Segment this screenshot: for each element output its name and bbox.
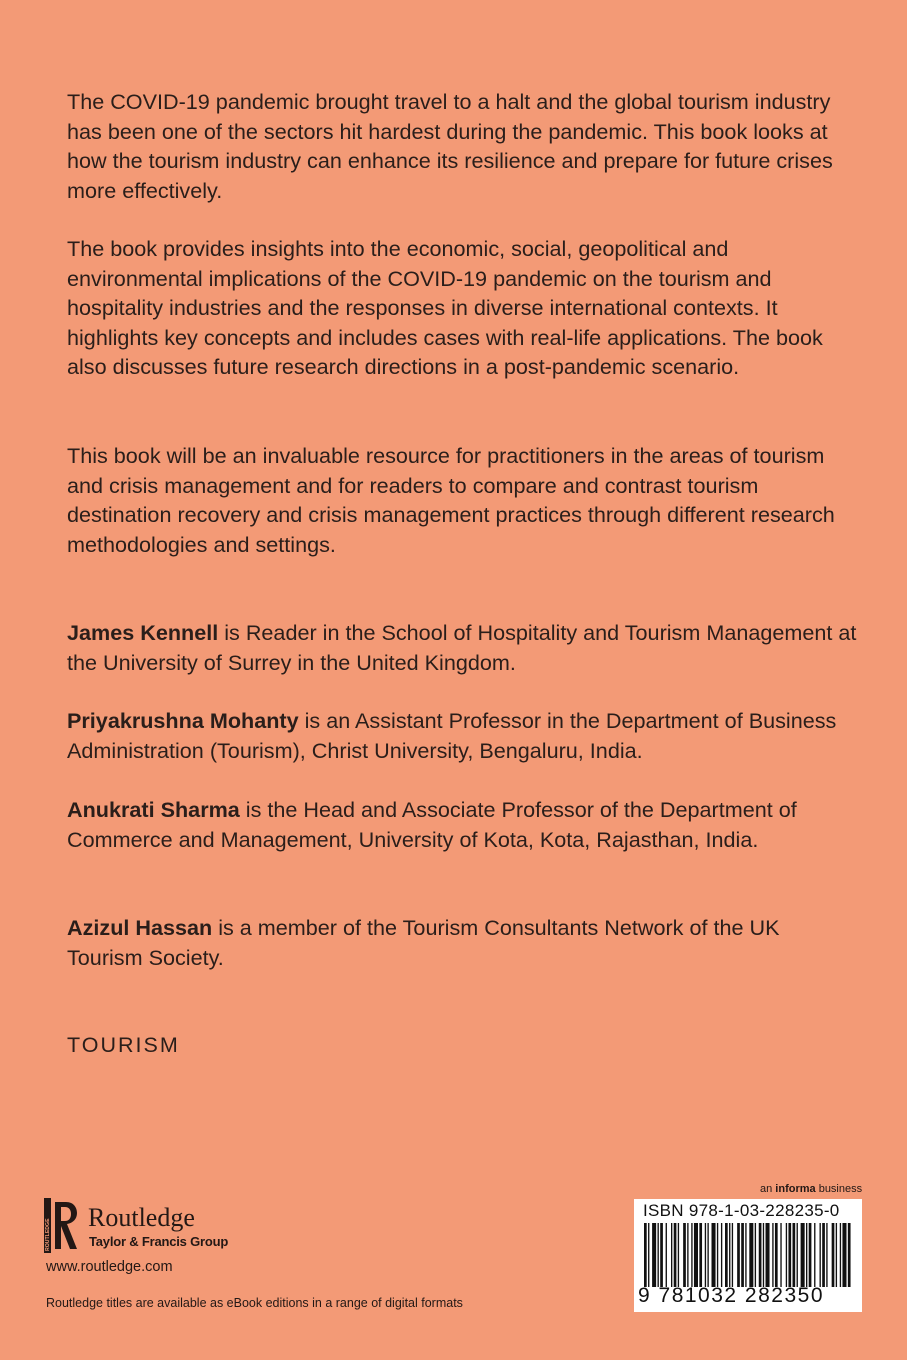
author-name: Anukrati Sharma <box>67 797 240 822</box>
description-paragraph-3: This book will be an invaluable resource for practitioners in the areas of tourism and crisis management and for readers to compare and contrast tourism destination recovery and crisis management practices through different research methodologies and settings. <box>67 443 835 557</box>
barcode-bar <box>732 1223 733 1287</box>
subject-category: TOURISM <box>67 1033 180 1057</box>
barcode-bar <box>793 1223 796 1287</box>
barcode-bar <box>788 1223 791 1287</box>
barcode-bar <box>822 1223 825 1287</box>
barcode-bar <box>678 1223 679 1287</box>
barcode-bar <box>840 1223 841 1287</box>
barcode-bar <box>820 1223 821 1287</box>
author-bio-text: is the Head and Associate Professor of the Department of Commerce and Management, University of Kota, Kota, Rajasthan, India. <box>67 797 797 852</box>
barcode-bar <box>763 1223 764 1287</box>
author-name: Azizul Hassan <box>67 915 213 940</box>
barcode-bar <box>729 1223 730 1287</box>
barcode-bar <box>797 1223 798 1287</box>
barcode-bar <box>717 1223 718 1287</box>
barcode-bar <box>749 1223 753 1287</box>
barcode-bar <box>806 1223 807 1287</box>
barcode-bar <box>755 1223 756 1287</box>
author-bio <box>67 706 857 765</box>
barcode-bar <box>705 1223 706 1287</box>
barcode-bar <box>814 1223 815 1287</box>
author-bio <box>67 618 857 677</box>
barcode-bar <box>772 1223 773 1287</box>
barcode-bar <box>687 1223 688 1287</box>
barcode-bar <box>725 1223 728 1287</box>
barcode-bar <box>644 1223 647 1287</box>
description-paragraph-1: The COVID-19 pandemic brought travel to a halt and the global tourism industry has been one of the sectors hit hardest during the pandemic. This book looks at how the tourism industry can enhance its resilience and prepare for future crises more effectively. <box>67 89 833 203</box>
barcode-bar <box>801 1223 805 1287</box>
barcode-bar <box>707 1223 708 1287</box>
barcode-bar <box>775 1223 778 1287</box>
barcode-digits: 9 781032 282350 <box>638 1284 824 1307</box>
publisher-name: Routledge <box>88 1203 195 1232</box>
barcode-bar <box>759 1223 762 1287</box>
publisher-group: Taylor & Francis Group <box>89 1234 229 1249</box>
barcode-bar <box>809 1223 812 1287</box>
barcode-bar <box>712 1223 716 1287</box>
barcode-bar <box>699 1223 702 1287</box>
author-name: Priyakrushna Mohanty <box>67 708 299 733</box>
barcode-bar <box>683 1223 686 1287</box>
barcode-bar <box>721 1223 722 1287</box>
author-bio-text: is a member of the Tourism Consultants Network of the UK Tourism Society. <box>67 915 780 970</box>
isbn-barcode <box>634 1199 862 1312</box>
informa-tagline <box>760 1183 862 1195</box>
author-bio-text: is Reader in the School of Hospitality and Tourism Management at the University of Surrey in the United Kingdom. <box>67 620 857 675</box>
barcode-bar <box>826 1223 827 1287</box>
author-bio-text: is an Assistant Professor in the Department of Business Administration (Tourism), Christ University, Bengaluru, India. <box>67 708 837 763</box>
barcode-bar <box>786 1223 787 1287</box>
isbn-label: ISBN 978-1-03-228235-0 <box>643 1201 840 1220</box>
description-paragraph-2: The book provides insights into the economic, social, geopolitical and environmental implications of the COVID-19 pandemic on the tourism and hospitality industries and the responses in diverse international contexts. It highlights key concepts and includes cases with real-life applications. The book also discusses future research directions in a post-pandemic scenario. <box>67 236 823 380</box>
barcode-bar <box>737 1223 740 1287</box>
barcode-bar <box>848 1223 851 1287</box>
barcode-bar <box>691 1223 692 1287</box>
barcode-bar <box>842 1223 846 1287</box>
barcode-bar <box>741 1223 744 1287</box>
informa-brand: informa <box>775 1183 816 1195</box>
author-bio <box>67 913 857 972</box>
informa-suffix: business <box>815 1183 863 1195</box>
barcode-bar <box>671 1223 672 1287</box>
barcode-bars <box>644 1223 854 1287</box>
barcode-bar <box>745 1223 746 1287</box>
barcode-bar <box>766 1223 770 1287</box>
barcode-bar <box>836 1223 837 1287</box>
barcode-bar <box>780 1223 781 1287</box>
author-bio <box>67 795 857 854</box>
publisher-website[interactable]: www.routledge.com <box>46 1259 173 1275</box>
barcode-bar <box>674 1223 677 1287</box>
ebook-note: Routledge titles are available as eBook editions in a range of digital formats <box>46 1296 463 1310</box>
routledge-logo-icon <box>44 1198 80 1253</box>
barcode-bar <box>666 1223 667 1287</box>
barcode-bar <box>832 1223 835 1287</box>
logo-side-text: ROUTLEDGE <box>45 1218 52 1251</box>
author-name: James Kennell <box>67 620 219 645</box>
barcode-bar <box>660 1223 663 1287</box>
barcode-bar <box>648 1223 649 1287</box>
barcode-bar <box>652 1223 656 1287</box>
informa-prefix: an <box>760 1183 776 1195</box>
barcode-bar <box>694 1223 698 1287</box>
barcode-bar <box>658 1223 659 1287</box>
